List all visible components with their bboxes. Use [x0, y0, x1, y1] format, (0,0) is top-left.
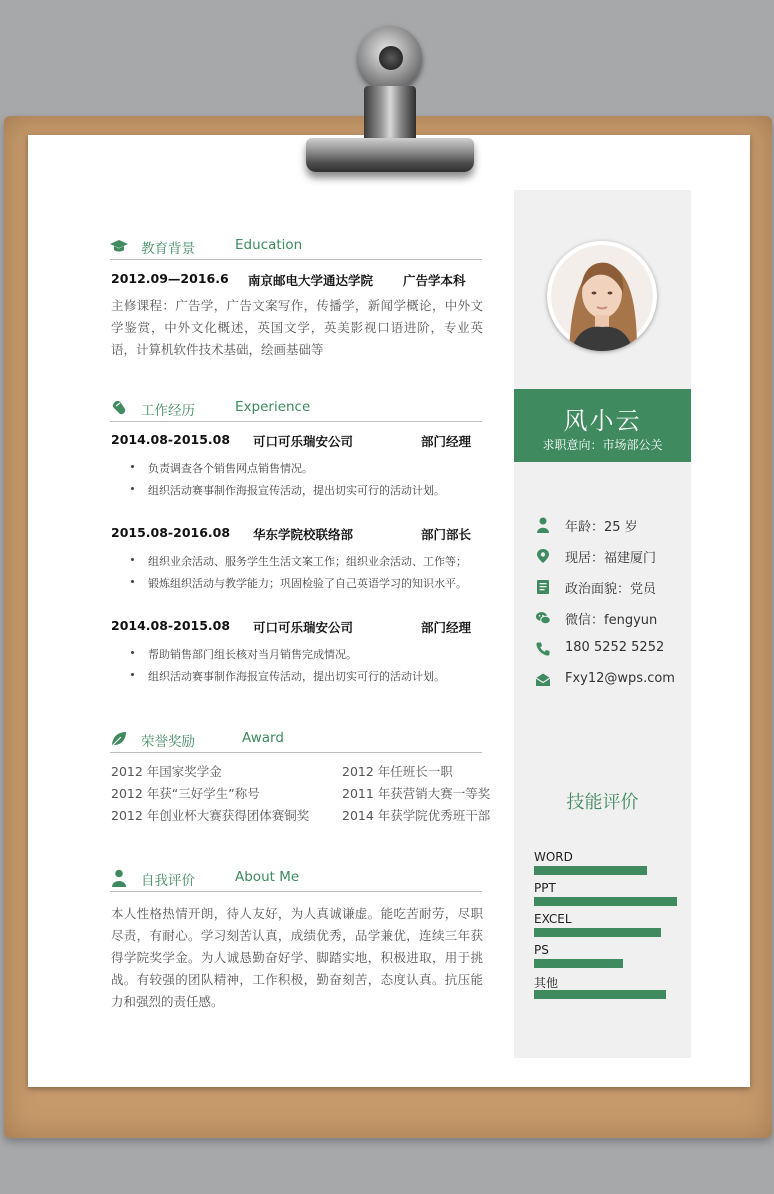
job-company: 可口可乐瑞安公司	[253, 434, 354, 449]
award-title-en: Award	[242, 730, 284, 746]
skill-label: PS	[534, 943, 549, 957]
job-bullet-text: 组织活动赛事制作海报宣传活动，提出切实可行的活动计划。	[148, 484, 445, 497]
skills-title: 技能评价	[566, 792, 639, 813]
education-header	[110, 235, 482, 260]
job-role: 部门部长	[421, 527, 472, 542]
job-period: 2014.08-2015.08	[111, 618, 231, 633]
bullet-dot-icon	[131, 487, 134, 490]
education-title-en: Education	[235, 237, 303, 253]
about-title-cn: 自我评价	[141, 873, 195, 889]
leaf-icon	[110, 730, 128, 748]
about-text: 本人性格热情开朗，待人友好，为人真诚谦虚。能吃苦耐劳，尽职尽责，有耐心。学习刻苦认真，成绩优秀，品学兼优，连续三年获得学院奖学金。为人诚恳勤奋好学、脚踏实地，积极进取，用于挑战。有较强的团队精神，工作积极，勤奋刻苦，态度认真。抗压能力和强烈的责任感。	[111, 906, 483, 1009]
skill-label: EXCEL	[534, 912, 572, 926]
work-title-en: Experience	[235, 399, 311, 415]
location-pin-icon	[535, 548, 551, 564]
job-company: 可口可乐瑞安公司	[253, 620, 354, 635]
clip-hole	[379, 46, 403, 70]
mouse-icon	[110, 399, 128, 417]
name-band	[514, 389, 691, 462]
about-header	[110, 867, 482, 892]
skill-bar	[534, 866, 647, 875]
award-header	[110, 728, 482, 753]
bullet-dot-icon	[131, 465, 134, 468]
education-courses: 主修课程：广告学，广告文案写作，传播学，新闻学概论，中外文学鉴赏，中外文化概述，英国文学，英美影视口语进阶，专业英语，计算机软件技术基础，绘画基础等	[111, 298, 483, 357]
person-icon	[535, 517, 551, 533]
email-icon	[535, 672, 551, 688]
award-item: 2012 年任班长一职	[342, 764, 453, 779]
award-item: 2012 年创业杯大赛获得团体赛铜奖	[111, 808, 310, 823]
avatar	[547, 241, 657, 351]
skill-label: PPT	[534, 881, 556, 895]
job-bullet-text: 负责调查各个销售网点销售情况。	[148, 462, 313, 475]
bullet-dot-icon	[131, 558, 134, 561]
education-period: 2012.09—2016.6	[111, 271, 229, 286]
bullet-dot-icon	[131, 673, 134, 676]
work-title-cn: 工作经历	[141, 403, 195, 419]
work-header	[110, 397, 482, 422]
education-degree: 广告学本科	[403, 273, 466, 288]
skill-bar	[534, 990, 666, 999]
avatar-portrait-icon	[547, 241, 657, 351]
clip-neck	[364, 86, 416, 142]
award-title-cn: 荣誉奖励	[141, 734, 195, 750]
job-bullet-text: 帮助销售部门组长核对当月销售完成情况。	[148, 648, 357, 661]
document-icon	[535, 579, 551, 595]
clip-bar	[306, 138, 474, 172]
job-intent: 求职意向：市场部公关	[542, 438, 663, 452]
job-bullet-text: 组织业余活动、服务学生生活文案工作；组织业余活动、工作等；	[148, 555, 467, 568]
award-item: 2011 年获营销大赛一等奖	[342, 786, 491, 801]
award-item: 2012 年获“三好学生”称号	[111, 786, 260, 801]
graduation-cap-icon	[110, 237, 128, 255]
job-bullet-text: 组织活动赛事制作海报宣传活动，提出切实可行的活动计划。	[148, 670, 445, 683]
person-icon	[110, 869, 128, 887]
job-period: 2014.08-2015.08	[111, 432, 231, 447]
candidate-name: 风小云	[563, 407, 642, 435]
education-title-cn: 教育背景	[141, 241, 195, 257]
job-company: 华东学院校联络部	[253, 527, 354, 542]
skill-bar	[534, 897, 677, 906]
skill-label: 其他	[534, 976, 559, 990]
wechat-icon	[535, 610, 551, 626]
award-item: 2012 年国家奖学金	[111, 764, 222, 779]
job-bullet-text: 锻炼组织活动与教学能力；巩固检验了自己英语学习的知识水平。	[148, 577, 467, 590]
about-title-en: About Me	[235, 869, 300, 885]
phone-icon	[535, 641, 551, 657]
skill-bar	[534, 928, 661, 937]
job-period: 2015.08-2016.08	[111, 525, 231, 540]
job-role: 部门经理	[421, 434, 472, 449]
bullet-dot-icon	[131, 580, 134, 583]
job-role: 部门经理	[421, 620, 472, 635]
education-school: 南京邮电大学通达学院	[248, 273, 374, 288]
skill-bar	[534, 959, 623, 968]
bullet-dot-icon	[131, 651, 134, 654]
award-item: 2014 年获学院优秀班干部	[342, 808, 491, 823]
skill-label: WORD	[534, 850, 573, 864]
